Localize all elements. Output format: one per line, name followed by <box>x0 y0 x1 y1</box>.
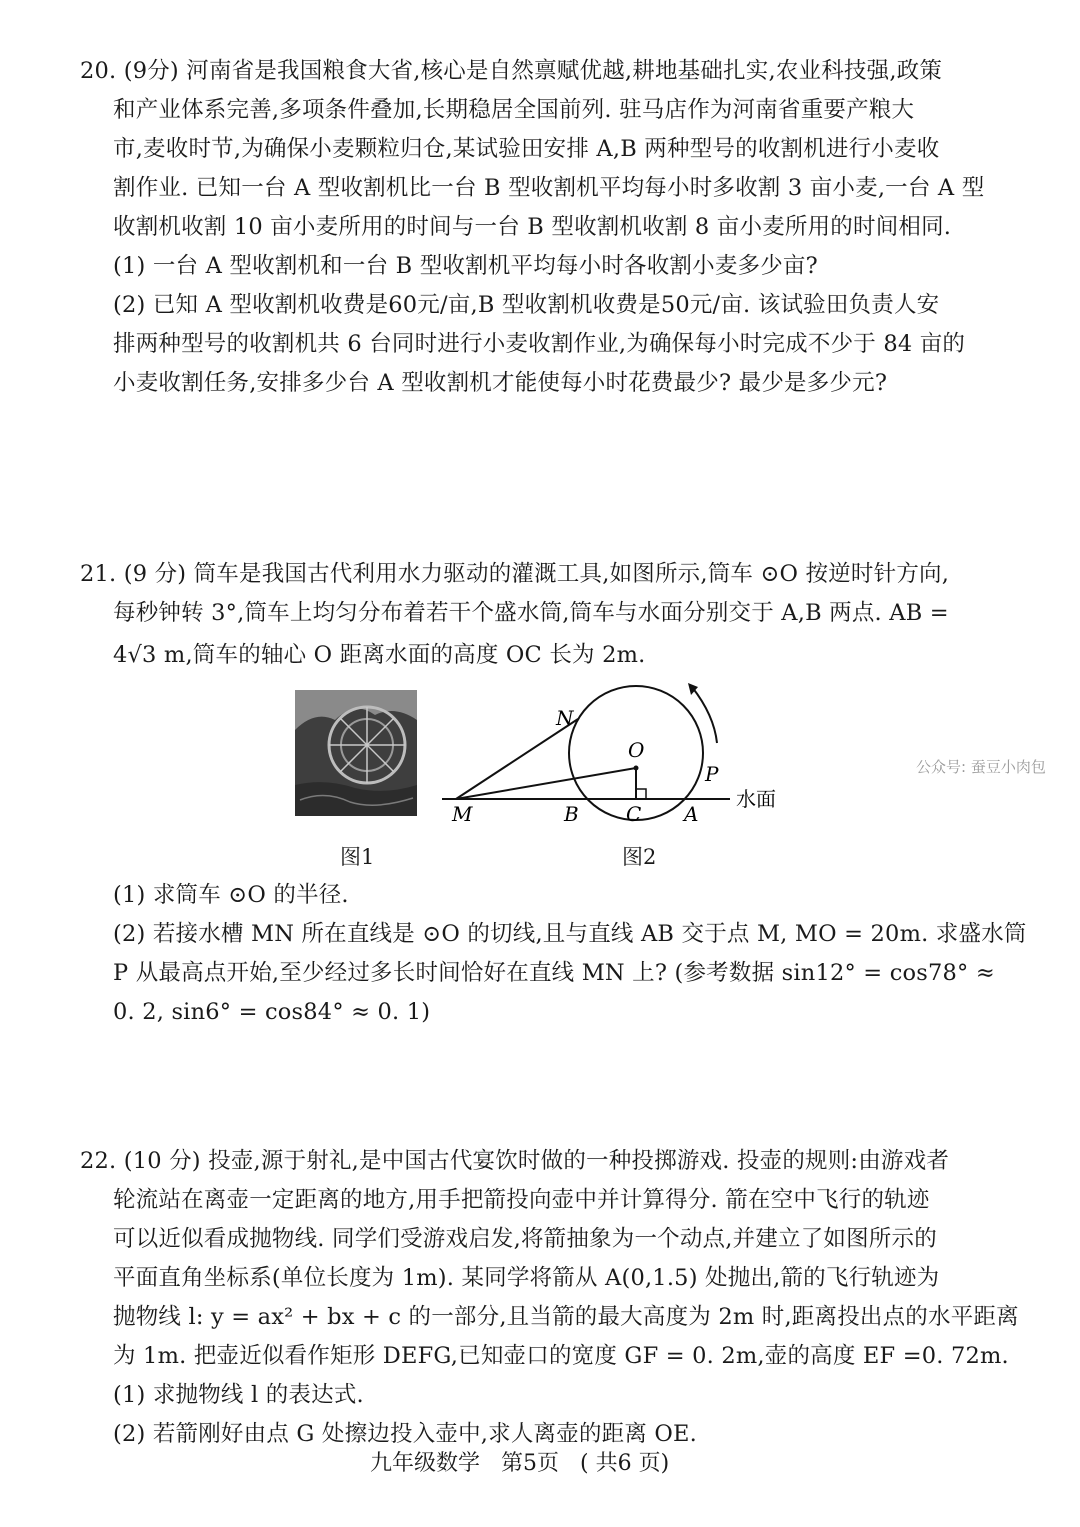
fig1-caption: 图1 <box>340 845 375 869</box>
q21-sub-3: P 从最高点开始,至少经过多长时间恰好在直线 MN 上? (参考数据 sin12° = cos78° ≈ <box>113 960 995 986</box>
q22-line-6: 为 1m. 把壶近似看作矩形 DEFG,已知壶口的宽度 GF = 0. 2m,壶的高度 EF =0. 72m. <box>113 1343 1009 1369</box>
label-water: 水面 <box>736 787 776 811</box>
watermark: 公众号: 蚕豆小肉包 <box>916 758 1046 776</box>
q22-line-8: (2) 若箭刚好由点 G 处擦边投入壶中,求人离壶的距离 OE. <box>113 1421 698 1447</box>
q20-line-1: 20. (9分) 河南省是我国粮食大省,核心是自然禀赋优越,耕地基础扎实,农业科技强,政策 <box>80 58 943 84</box>
label-c: C <box>626 802 642 826</box>
page-footer <box>370 1446 683 1477</box>
q20-line-6: (1) 一台 A 型收割机和一台 B 型收割机平均每小时各收割小麦多少亩? <box>113 253 818 279</box>
rotation-arrow <box>692 687 717 743</box>
q21-line-2: 每秒钟转 3°,筒车上均匀分布着若干个盛水筒,筒车与水面分别交于 A,B 两点. AB = <box>113 600 949 626</box>
q20-line-7: (2) 已知 A 型收割机收费是60元/亩,B 型收割机收费是50元/亩. 该试验田负责人安 <box>113 292 940 318</box>
label-o: O <box>628 738 645 762</box>
footer-subject: 九年级数学 <box>370 1451 481 1476</box>
q22-line-2: 轮流站在离壶一定距离的地方,用手把箭投向壶中并计算得分. 箭在空中飞行的轨迹 <box>113 1187 930 1213</box>
fig2-caption: 图2 <box>622 845 657 869</box>
q22-line-3: 可以近似看成抛物线. 同学们受游戏启发,将箭抽象为一个动点,并建立了如图所示的 <box>113 1226 937 1252</box>
q22-line-5: 抛物线 l: y = ax² + bx + c 的一部分,且当箭的最大高度为 2m 时,距离投出点的水平距离 <box>113 1304 1019 1330</box>
q21-line-1: 21. (9 分) 筒车是我国古代利用水力驱动的灌溉工具,如图所示,筒车 ⊙O 按逆时针方向, <box>80 561 950 587</box>
q20-line-2: 和产业体系完善,多项条件叠加,长期稳居全国前列. 驻马店作为河南省重要产粮大 <box>113 97 915 123</box>
label-a: A <box>684 802 699 826</box>
q21-sub-1: (1) 求筒车 ⊙O 的半径. <box>113 882 349 908</box>
label-p: P <box>705 762 719 786</box>
q20-line-5: 收割机收割 10 亩小麦所用的时间与一台 B 型收割机收割 8 亩小麦所用的时间相同. <box>113 214 952 240</box>
q20-line-3: 市,麦收时节,为确保小麦颗粒归仓,某试验田安排 A,B 两种型号的收割机进行小麦收 <box>113 136 940 162</box>
right-angle-mark <box>636 789 646 799</box>
q20-line-9: 小麦收割任务,安排多少台 A 型收割机才能使每小时花费最少? 最少是多少元? <box>113 370 888 396</box>
label-b: B <box>564 802 579 826</box>
waterwheel-diagram <box>430 675 790 835</box>
footer-page: 第5页 <box>501 1451 560 1476</box>
q20-line-8: 排两种型号的收割机共 6 台同时进行小麦收割作业,为确保每小时完成不少于 84 亩的 <box>113 331 966 357</box>
footer-total: ( 共6 页) <box>580 1451 670 1476</box>
q22-line-4: 平面直角坐标系(单位长度为 1m). 某同学将箭从 A(0,1.5) 处抛出,箭的飞行轨迹为 <box>113 1265 940 1291</box>
waterwheel-photo <box>295 690 417 816</box>
q22-line-7: (1) 求抛物线 l 的表达式. <box>113 1382 364 1408</box>
label-n: N <box>556 706 574 730</box>
label-m: M <box>452 802 473 826</box>
q22-line-1: 22. (10 分) 投壶,源于射礼,是中国古代宴饮时做的一种投掷游戏. 投壶的规则:由游戏者 <box>80 1148 950 1174</box>
segment-mo <box>456 768 636 799</box>
q21-sub-4: 0. 2, sin6° = cos84° ≈ 0. 1) <box>113 999 431 1025</box>
q21-line-3: 4√3 m,筒车的轴心 O 距离水面的高度 OC 长为 2m. <box>113 642 646 668</box>
q21-sub-2: (2) 若接水槽 MN 所在直线是 ⊙O 的切线,且与直线 AB 交于点 M, MO = 20m. 求盛水筒 <box>113 921 1027 947</box>
q20-line-4: 割作业. 已知一台 A 型收割机比一台 B 型收割机平均每小时多收割 3 亩小麦,一台 A 型 <box>113 175 985 201</box>
tangent-mn <box>456 719 578 799</box>
